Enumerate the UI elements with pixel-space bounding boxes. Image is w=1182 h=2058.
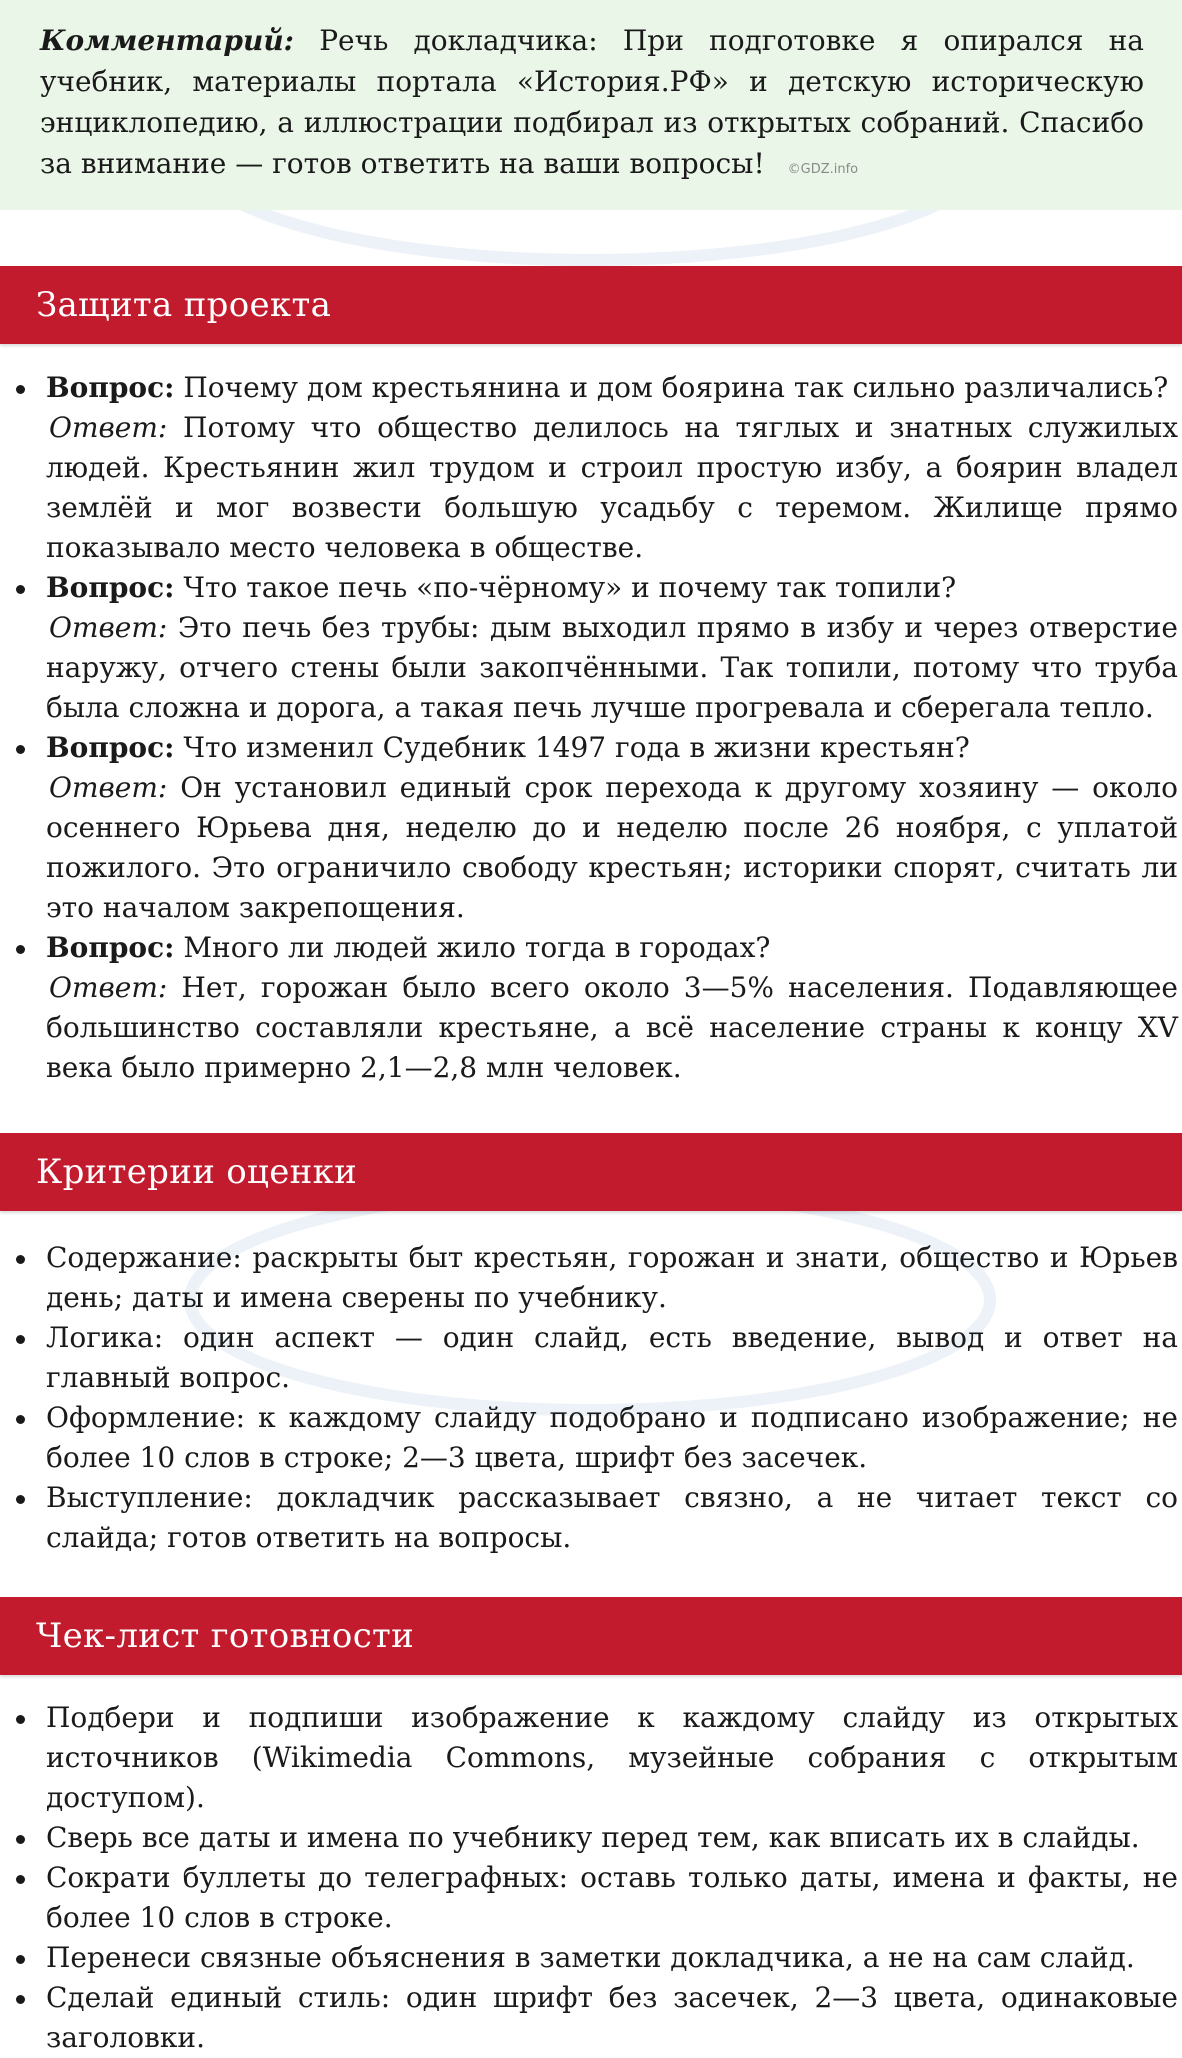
defense-section [0, 368, 1182, 1088]
question-text: Много ли людей жило тогда в городах? [183, 931, 771, 964]
list-item: Сверь все даты и имена по учебнику перед тем, как вписать их в слайды. [0, 1818, 1182, 1858]
question-label: Вопрос: [46, 731, 175, 764]
answer-line [46, 768, 1178, 928]
section-header-defense [0, 266, 1182, 344]
list-item: Выступление: докладчик рассказывает связно, а не читает текст со слайда; готов ответить на вопросы. [0, 1478, 1182, 1558]
comment-body: Речь докладчика: При подготовке я опирался на учебник, материалы портала «История.РФ» и детскую историческую энциклопедию, а иллюстрации подбирал из открытых собраний. Спасибо за внимание — готов ответить на ваши вопросы! [40, 24, 1144, 180]
answer-label: Ответ: [49, 971, 168, 1004]
section-header-criteria [0, 1133, 1182, 1211]
qa-item [0, 728, 1182, 928]
comment-paragraph [40, 20, 1144, 190]
criteria-list [0, 1238, 1182, 1558]
qa-item [0, 928, 1182, 1088]
answer-label: Ответ: [49, 411, 168, 444]
question-text: Почему дом крестьянина и дом боярина так сильно различались? [183, 371, 1169, 404]
question-label: Вопрос: [46, 571, 175, 604]
section-title: Критерии оценки [36, 1152, 358, 1192]
answer-text: Нет, горожан было всего около 3—5% населения. Подавляющее большинство составляли крестьяне, а всё население страны к концу XV века было примерно 2,1—2,8 млн человек. [46, 971, 1178, 1084]
comment-label: Комментарий: [40, 24, 295, 57]
list-item: Содержание: раскрыты быт крестьян, горожан и знати, общество и Юрьев день; даты и имена сверены по учебнику. [0, 1238, 1182, 1318]
list-item: Сократи буллеты до телеграфных: оставь только даты, имена и факты, не более 10 слов в строке. [0, 1858, 1182, 1938]
criteria-section [0, 1238, 1182, 1558]
question-text: Что такое печь «по-чёрному» и почему так топили? [183, 571, 957, 604]
list-item: Перенеси связные объяснения в заметки докладчика, а не на сам слайд. [0, 1938, 1182, 1978]
answer-label: Ответ: [49, 611, 168, 644]
answer-line [46, 408, 1178, 568]
answer-label: Ответ: [49, 771, 168, 804]
list-item: Оформление: к каждому слайду подобрано и подписано изображение; не более 10 слов в строке; 2—3 цвета, шрифт без засечек. [0, 1398, 1182, 1478]
list-item: Подбери и подпиши изображение к каждому слайду из открытых источников (Wikimedia Commons, музейные собрания с открытым доступом). [0, 1698, 1182, 1818]
qa-list [0, 368, 1182, 1088]
question-text: Что изменил Судебник 1497 года в жизни крестьян? [183, 731, 970, 764]
answer-text: Он установил единый срок перехода к другому хозяину — около осеннего Юрьева дня, неделю до и неделю после 26 ноября, с уплатой пожилого. Это ограничило свободу крестьян; историки спорят, считать ли это началом закрепощения. [46, 771, 1178, 924]
section-title: Защита проекта [36, 285, 332, 325]
qa-item [0, 368, 1182, 568]
qa-item [0, 568, 1182, 728]
gdz-watermark-text: ©GDZ.info [787, 162, 859, 177]
answer-line [46, 968, 1178, 1088]
section-header-checklist [0, 1597, 1182, 1675]
answer-text: Потому что общество делилось на тяглых и знатных служилых людей. Крестьянин жил трудом и строил простую избу, а боярин владел землёй и мог возвести большую усадьбу с теремом. Жилище прямо показывало место человека в обществе. [46, 411, 1178, 564]
section-title: Чек-лист готовности [36, 1616, 415, 1656]
question-label: Вопрос: [46, 371, 175, 404]
answer-text: Это печь без трубы: дым выходил прямо в избу и через отверстие наружу, отчего стены были закопчёнными. Так топили, потому что труба была сложна и дорога, а такая печь лучше прогревала и сберегала тепло. [46, 611, 1178, 724]
list-item: Сделай единый стиль: один шрифт без засечек, 2—3 цвета, одинаковые заголовки. [0, 1978, 1182, 2058]
answer-line [46, 608, 1178, 728]
checklist-section [0, 1698, 1182, 2058]
checklist-list [0, 1698, 1182, 2058]
list-item: Логика: один аспект — один слайд, есть введение, вывод и ответ на главный вопрос. [0, 1318, 1182, 1398]
question-label: Вопрос: [46, 931, 175, 964]
